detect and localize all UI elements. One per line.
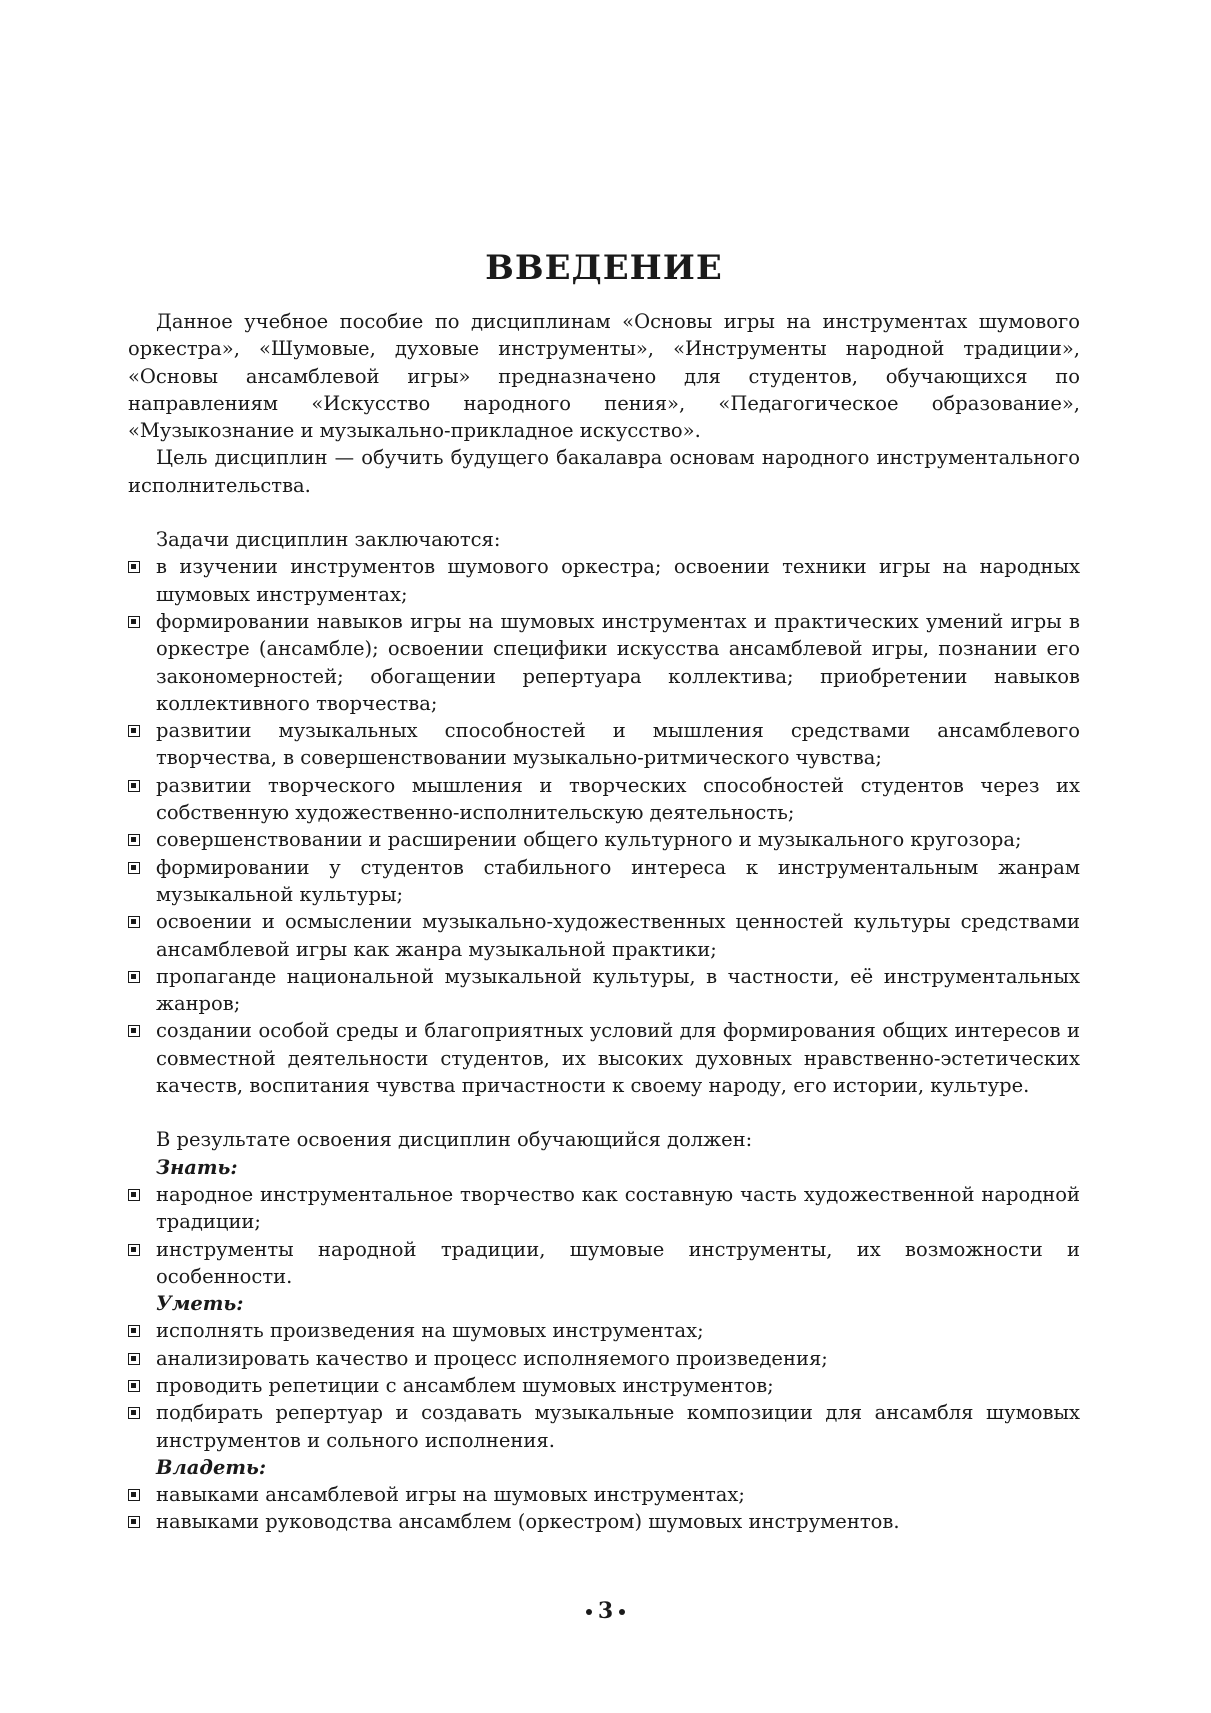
list-item: инструменты народной традиции, шумовые инструменты, их возможности и особенности. <box>128 1236 1080 1291</box>
tasks-lead: Задачи дисциплин заключаются: <box>156 528 501 552</box>
square-bullet-icon <box>128 862 140 874</box>
page-title: ВВЕДЕНИЕ <box>485 248 723 288</box>
square-bullet-icon <box>128 1380 140 1392</box>
list-item: освоении и осмыслении музыкально-художественных ценностей культуры средствами ансамблевой игры как жанра музыкальной практики; <box>128 908 1080 963</box>
own-list <box>128 1481 1080 1536</box>
own-heading: Владеть: <box>156 1455 267 1479</box>
list-item: подбирать репертуар и создавать музыкальные композиции для ансамбля шумовых инструментов и сольного исполнения. <box>128 1399 1080 1454</box>
square-bullet-icon <box>128 1025 140 1037</box>
can-list <box>128 1317 1080 1453</box>
square-bullet-icon <box>128 1244 140 1256</box>
can-heading: Уметь: <box>156 1292 244 1316</box>
list-item: проводить репетиции с ансамблем шумовых инструментов; <box>128 1372 1080 1399</box>
list-item: анализировать качество и процесс исполняемого произведения; <box>128 1345 1080 1372</box>
intro-paragraph-1: Данное учебное пособие по дисциплинам «Основы игры на инструментах шумового оркестра», «Шумовые, духовые инструменты», «Инструменты народной традиции», «Основы ансамблевой игры» предназначено для студентов, обучающихся по направлениям «Искусство народного пения», «Педагогическое образование», «Музыкознание и музыкально-прикладное искусство». <box>128 310 1080 443</box>
square-bullet-icon <box>128 1516 140 1528</box>
square-bullet-icon <box>128 725 140 737</box>
list-item: создании особой среды и благоприятных условий для формирования общих интересов и совместной деятельности студентов, их высоких духовных нравственно-эстетических качеств, воспитания чувства причастности к своему народу, его истории, культуре. <box>128 1017 1080 1099</box>
square-bullet-icon <box>128 1489 140 1501</box>
dot-icon <box>619 1609 625 1615</box>
list-item: развитии музыкальных способностей и мышления средствами ансамблевого творчества, в совершенствовании музыкально-ритмического чувства; <box>128 717 1080 772</box>
square-bullet-icon <box>128 1189 140 1201</box>
list-item: навыками руководства ансамблем (оркестром) шумовых инструментов. <box>128 1508 1080 1535</box>
list-item: формировании навыков игры на шумовых инструментах и практических умений игры в оркестре (ансамбле); освоении специфики искусства ансамблевой игры, познании его закономерностей; обогащении репертуара коллектива; приобретении навыков коллективного творчества; <box>128 608 1080 717</box>
square-bullet-icon <box>128 780 140 792</box>
know-list <box>128 1181 1080 1290</box>
results-lead: В результате освоения дисциплин обучающийся должен: <box>156 1128 753 1152</box>
square-bullet-icon <box>128 561 140 573</box>
square-bullet-icon <box>128 916 140 928</box>
list-item: в изучении инструментов шумового оркестра; освоении техники игры на народных шумовых инструментах; <box>128 553 1080 608</box>
list-item: совершенствовании и расширении общего культурного и музыкального кругозора; <box>128 826 1080 853</box>
square-bullet-icon <box>128 1325 140 1337</box>
dot-icon <box>586 1609 592 1615</box>
document-page <box>128 248 1080 1536</box>
square-bullet-icon <box>128 971 140 983</box>
intro-paragraph-2: Цель дисциплин — обучить будущего бакалавра основам народного инструментального исполнительства. <box>128 446 1080 497</box>
know-heading: Знать: <box>156 1155 238 1179</box>
tasks-list <box>128 553 1080 1099</box>
page-number <box>0 1598 1211 1624</box>
list-item: народное инструментальное творчество как составную часть художественной народной традиции; <box>128 1181 1080 1236</box>
square-bullet-icon <box>128 616 140 628</box>
list-item: навыками ансамблевой игры на шумовых инструментах; <box>128 1481 1080 1508</box>
square-bullet-icon <box>128 1407 140 1419</box>
list-item: развитии творческого мышления и творческих способностей студентов через их собственную художественно-исполнительскую деятельность; <box>128 772 1080 827</box>
page-number-value: 3 <box>597 1598 614 1624</box>
square-bullet-icon <box>128 834 140 846</box>
list-item: исполнять произведения на шумовых инструментах; <box>128 1317 1080 1344</box>
square-bullet-icon <box>128 1353 140 1365</box>
list-item: формировании у студентов стабильного интереса к инструментальным жанрам музыкальной культуры; <box>128 854 1080 909</box>
list-item: пропаганде национальной музыкальной культуры, в частности, её инструментальных жанров; <box>128 963 1080 1018</box>
